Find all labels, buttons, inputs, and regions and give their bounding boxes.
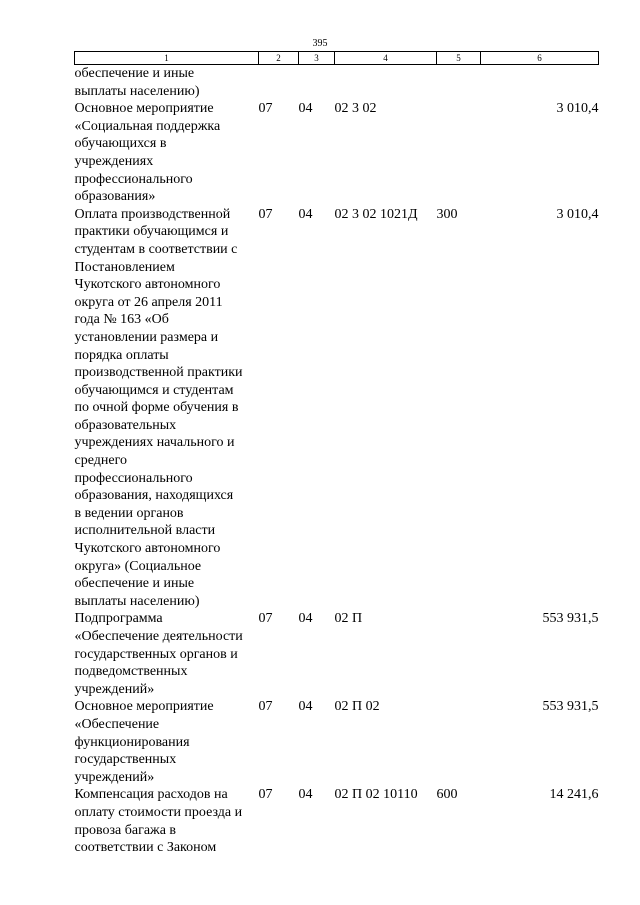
- row-subsection-code: 04: [298, 699, 313, 715]
- row-expense-type-code: 600: [436, 787, 458, 803]
- column-header-4: 4: [335, 52, 437, 65]
- row-section-code: 07: [258, 787, 273, 803]
- table-row: [75, 610, 599, 698]
- row-name: Основное мероприятие «Обеспечение функционирования государственных учреждений»: [74, 699, 214, 785]
- row-expense-type-code: [437, 610, 481, 698]
- row-target-article-code: [335, 65, 437, 101]
- row-target-article-code: 02 3 02: [334, 101, 377, 117]
- row-subsection-code: 04: [298, 611, 313, 627]
- row-amount: 3 010,4: [556, 101, 599, 117]
- budget-table: [74, 51, 599, 857]
- row-name: Основное мероприятие «Социальная поддержка обучающихся в учреждениях профессионального образования»: [74, 101, 221, 205]
- row-expense-type-code: [437, 100, 481, 206]
- table-row: [75, 65, 599, 101]
- row-amount: [481, 65, 599, 101]
- row-expense-type-code: 300: [436, 206, 458, 222]
- row-amount: 553 931,5: [542, 611, 599, 627]
- row-name: обеспечение и иные выплаты населению): [74, 66, 200, 99]
- row-section-code: 07: [258, 101, 273, 117]
- row-amount: 14 241,6: [549, 787, 599, 803]
- column-header-3: 3: [299, 52, 335, 65]
- row-section-code: 07: [258, 699, 273, 715]
- row-amount: 553 931,5: [542, 699, 599, 715]
- table-row: [75, 698, 599, 786]
- row-name: Компенсация расходов на оплату стоимости проезда и провоза багажа в соответствии с Законом: [74, 787, 243, 856]
- column-header-2: 2: [259, 52, 299, 65]
- row-expense-type-code: [437, 698, 481, 786]
- column-header-5: 5: [437, 52, 481, 65]
- row-target-article-code: 02 П 02 10110: [334, 787, 418, 803]
- row-expense-type-code: [437, 65, 481, 101]
- row-section-code: [259, 65, 299, 101]
- row-subsection-code: [299, 65, 335, 101]
- table-body: [75, 65, 599, 857]
- table-row: [75, 206, 599, 611]
- row-name: Оплата производственной практики обучающимся и студентам в соответствии с Постановлением Чукотского автономного округа от 26 апреля 2011 года № 163 «Об установлении размера и порядка оплаты производственной практики обучающимся и студентам по очной форме обучения в образовательных учреждениях начального и среднего профессионального образования, находящихся в ведении органов исполнительной власти Чукотского автономного округа» (Социальное обеспечение и иные выплаты населению): [74, 206, 243, 609]
- table-row: [75, 786, 599, 856]
- row-target-article-code: 02 П 02: [334, 699, 380, 715]
- row-section-code: 07: [258, 611, 273, 627]
- column-header-1: 1: [75, 52, 259, 65]
- row-name: Подпрограмма «Обеспечение деятельности государственных органов и подведомственных учреждений»: [74, 611, 243, 697]
- row-section-code: 07: [258, 206, 273, 222]
- table-header: [75, 52, 599, 65]
- row-subsection-code: 04: [298, 787, 313, 803]
- row-subsection-code: 04: [298, 101, 313, 117]
- column-header-6: 6: [481, 52, 599, 65]
- row-amount: 3 010,4: [556, 206, 599, 222]
- table-row: [75, 100, 599, 206]
- row-subsection-code: 04: [298, 206, 313, 222]
- row-target-article-code: 02 П: [334, 611, 363, 627]
- page-number: 395: [312, 38, 328, 49]
- row-target-article-code: 02 3 02 1021Д: [334, 206, 418, 222]
- header-row: [75, 52, 599, 65]
